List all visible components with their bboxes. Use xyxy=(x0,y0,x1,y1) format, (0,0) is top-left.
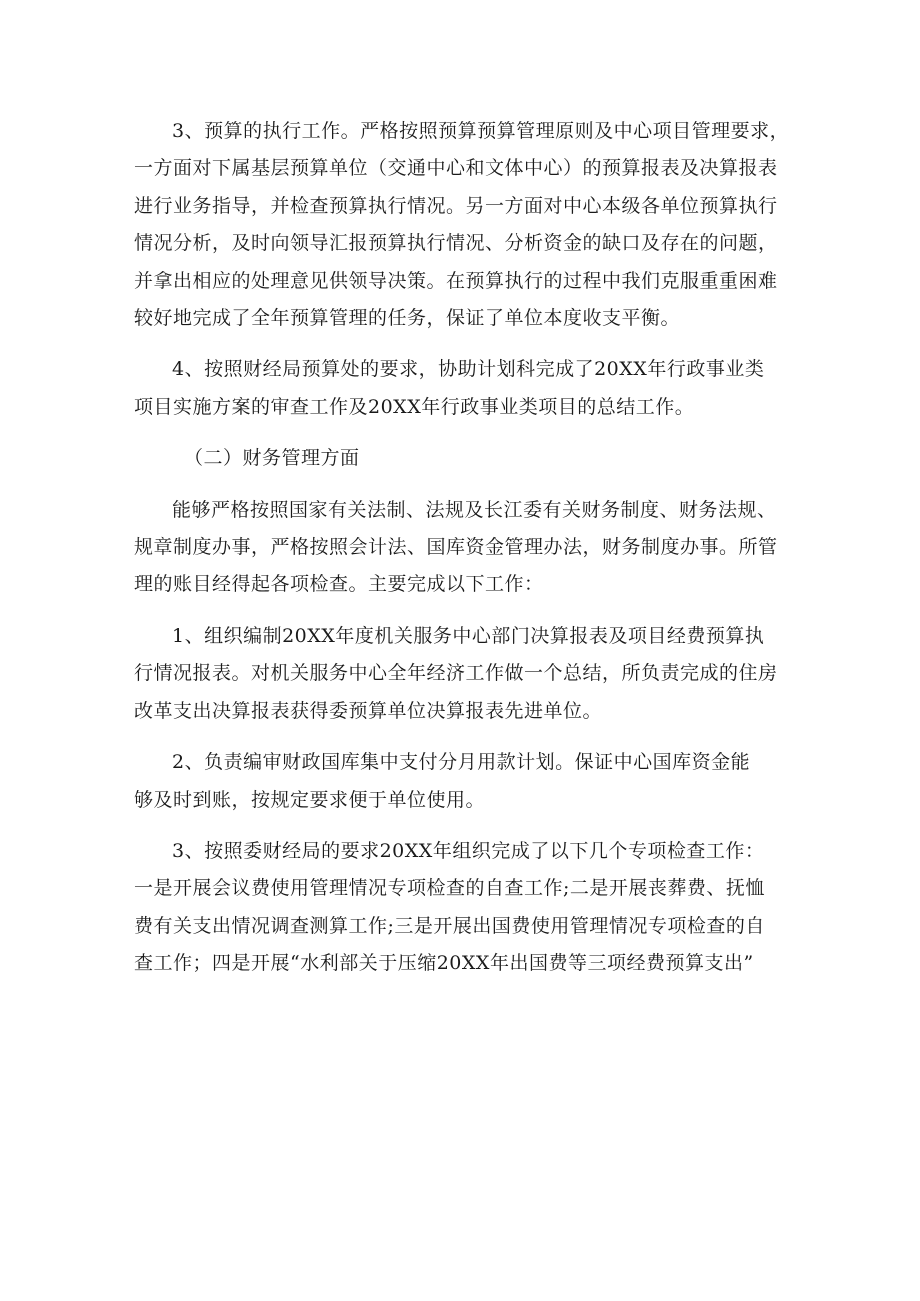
text-line: 一方面对下属基层预算单位（交通中心和文体中心）的预算报表及决算报表 xyxy=(134,157,778,180)
section-heading-financial-management xyxy=(134,440,794,477)
text-line: 3、按照委财经局的要求20XX年组织完成了以下几个专项检查工作： xyxy=(172,839,765,862)
text-line: 理的账目经得起各项检查。主要完成以下工作： xyxy=(134,573,544,596)
section-heading-text: （二）财务管理方面 xyxy=(184,447,360,470)
paragraph-special-inspections xyxy=(134,833,794,983)
text-line: 并拿出相应的处理意见供领导决策。在预算执行的过程中我们克服重重困难 xyxy=(134,269,778,292)
text-line: 情况分析，及时向领导汇报预算执行情况、分析资金的缺口及存在的问题， xyxy=(134,232,778,255)
text-line: 1、组织编制20XX年度机关服务中心部门决算报表及项目经费预算执 xyxy=(172,624,765,647)
text-line: 一是开展会议费使用管理情况专项检查的自查工作;二是开展丧葬费、抚恤 xyxy=(134,877,765,900)
paragraph-project-plan-review xyxy=(134,351,794,426)
paragraph-treasury-plan xyxy=(134,744,794,819)
document-body xyxy=(134,113,794,983)
text-line: 够及时到账，按规定要求便于单位使用。 xyxy=(134,788,486,811)
text-line: 能够严格按照国家有关法制、法规及长江委有关财务制度、财务法规、 xyxy=(172,498,777,521)
paragraph-financial-intro xyxy=(134,492,794,604)
text-line: 查工作；四是开展“水利部关于压缩20XX年出国费等三项经费预算支出” xyxy=(134,952,754,975)
text-line: 2、负责编审财政国库集中支付分月用款计划。保证中心国库资金能 xyxy=(172,751,751,774)
text-line: 较好地完成了全年预算管理的任务，保证了单位本度收支平衡。 xyxy=(134,307,681,330)
paragraph-final-accounts xyxy=(134,618,794,730)
text-line: 行情况报表。对机关服务中心全年经济工作做一个总结，所负责完成的住房 xyxy=(134,662,778,685)
text-line: 规章制度办事，严格按照会计法、国库资金管理办法，财务制度办事。所管 xyxy=(134,536,778,559)
text-line: 4、按照财经局预算处的要求，协助计划科完成了20XX年行政事业类 xyxy=(172,358,765,381)
text-line: 改革支出决算报表获得委预算单位决算报表先进单位。 xyxy=(134,699,603,722)
text-line: 费有关支出情况调查测算工作;三是开展出国费使用管理情况专项检查的自 xyxy=(134,914,765,937)
text-line: 项目实施方案的审查工作及20XX年行政事业类项目的总结工作。 xyxy=(134,395,695,418)
text-line: 进行业务指导，并检查预算执行情况。另一方面对中心本级各单位预算执行 xyxy=(134,194,778,217)
paragraph-budget-execution xyxy=(134,113,794,337)
text-line: 3、预算的执行工作。严格按照预算预算管理原则及中心项目管理要求， xyxy=(172,120,790,142)
